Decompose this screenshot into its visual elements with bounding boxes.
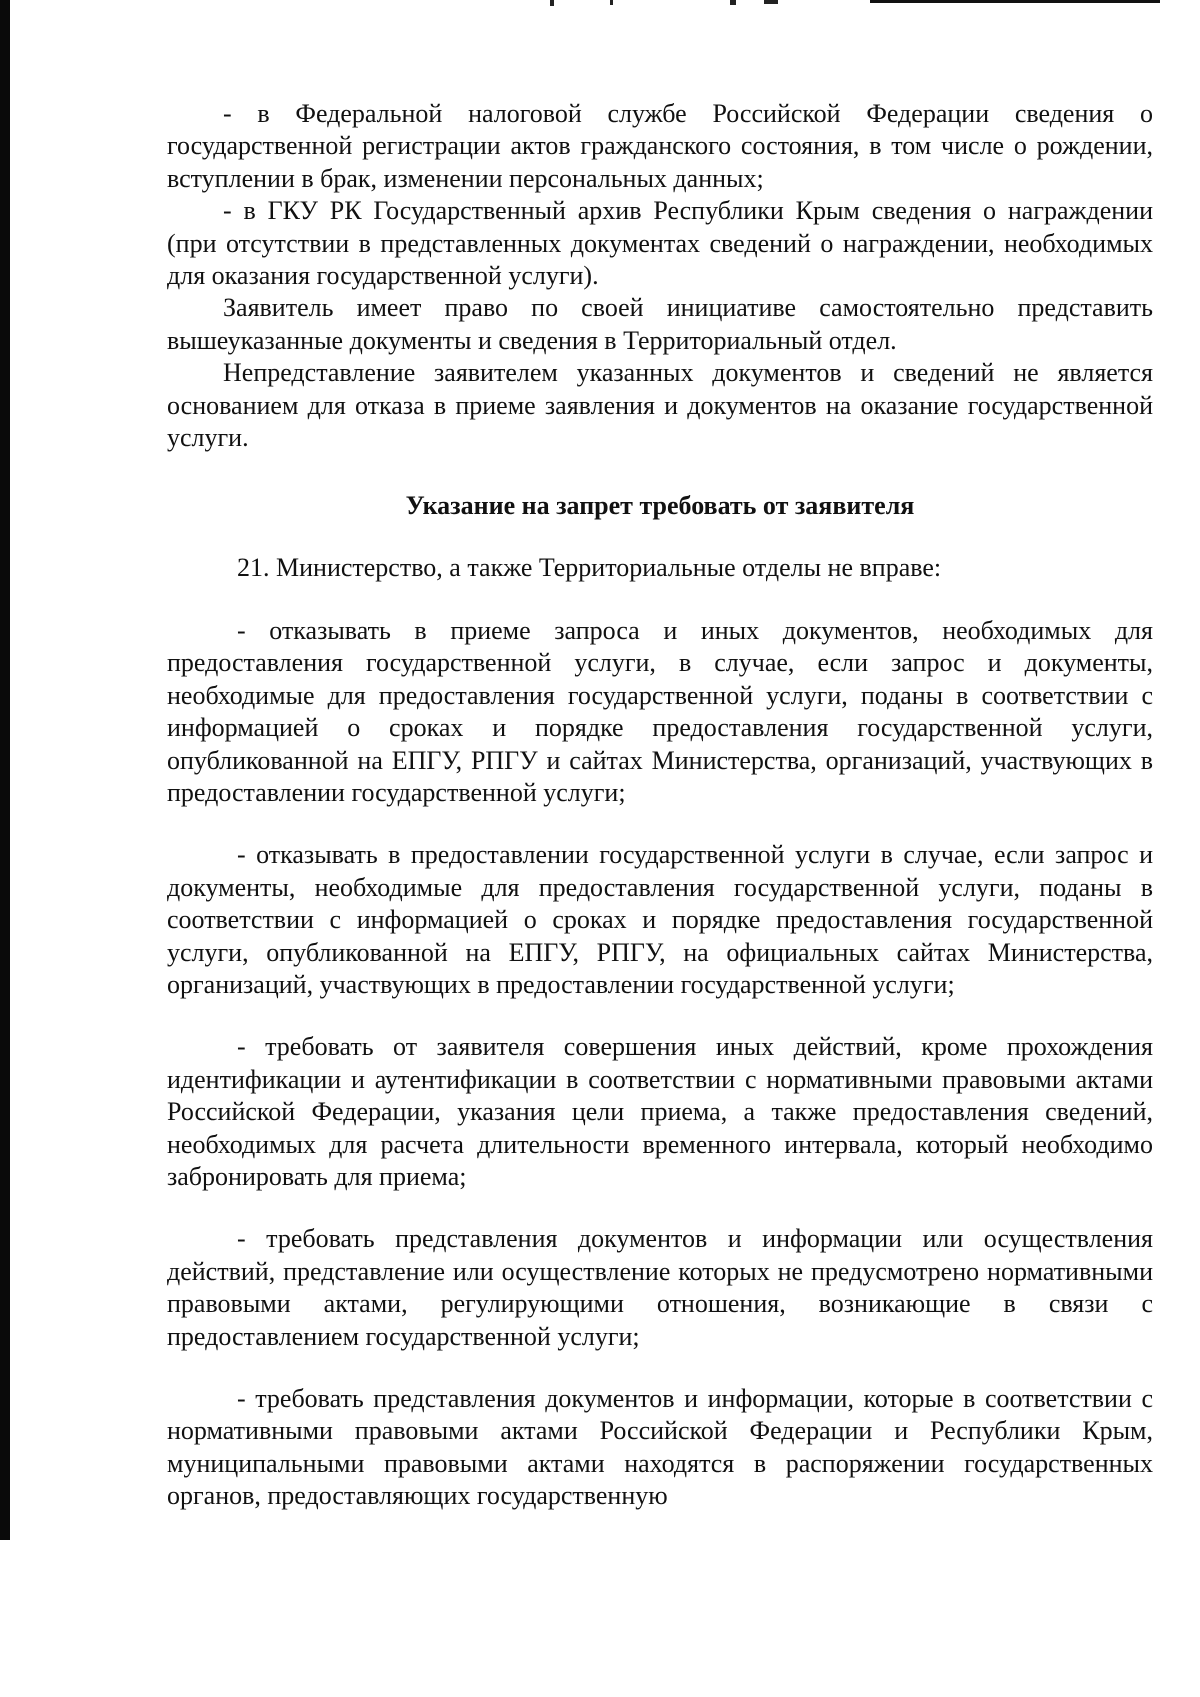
paragraph-tax-service: - в Федеральной налоговой службе Российской Федерации сведения о государственной регистрации актов гражданского состояния, в том числе о рождении, вступлении в брак, изменении персональных данных; bbox=[167, 99, 1153, 193]
item-intro: 21. Министерство, а также Территориальные отделы не вправе: bbox=[237, 553, 942, 583]
paragraph-state-archive: - в ГКУ РК Государственный архив Республики Крым сведения о награждении (при отсутствии в представленных документах сведений о награждении, необходимых для оказания государственной услуги). bbox=[167, 196, 1153, 291]
paragraph-applicant-right: Заявитель имеет право по своей инициативе самостоятельно представить вышеуказанные документы и сведения в Территориальный отдел. bbox=[167, 293, 1153, 355]
scan-top-line bbox=[870, 0, 1160, 3]
scan-top-marks bbox=[550, 0, 780, 6]
prohibition-item: - требовать представления документов и информации, которые в соответствии с нормативными правовыми актами Российской Федерации и Республики Крым, муниципальными правовыми актами находятся в распоряжении государственных органов, предоставляющих государственную bbox=[167, 1384, 1153, 1511]
scan-edge-gap bbox=[0, 1540, 10, 1697]
scan-edge-shadow bbox=[0, 0, 10, 1697]
prohibition-item: - отказывать в приеме запроса и иных документов, необходимых для предоставления государственной услуги, в случае, если запрос и документы, необходимые для предоставления государственной услуги, поданы в соответствии с информацией о сроках и порядке предоставления государственной услуги, опубликованной на ЕПГУ, РПГУ и сайтах Министерства, организаций, участвующих в предоставлении государственной услуги; bbox=[167, 615, 1153, 807]
document-page bbox=[167, 98, 1153, 1513]
prohibition-item: - требовать представления документов и информации или осуществления действий, представление или осуществление которых не предусмотрено нормативными правовыми актами, регулирующими отношения, возникающие в связи с предоставлением государственной услуги; bbox=[167, 1224, 1153, 1351]
prohibition-item: - отказывать в предоставлении государственной услуги в случае, если запрос и документы, необходимые для предоставления государственной услуги, поданы в соответствии с информацией о сроках и порядке предоставления государственной услуги, опубликованной на ЕПГУ, РПГУ, на официальных сайтах Министерства, организаций, участвующих в предоставлении государственной услуги; bbox=[167, 840, 1153, 999]
paragraph-non-submission: Непредставление заявителем указанных документов и сведений не является основанием для отказа в приеме заявления и документов на оказание государственной услуги. bbox=[167, 358, 1153, 453]
section-heading: Указание на запрет требовать от заявителя bbox=[405, 491, 915, 521]
prohibition-item: - требовать от заявителя совершения иных действий, кроме прохождения идентификации и аутентификации в соответствии с нормативными правовыми актами Российской Федерации, указания цели приема, а также предоставления сведений, необходимых для расчета длительности временного интервала, который необходимо забронировать для приема; bbox=[167, 1032, 1153, 1191]
